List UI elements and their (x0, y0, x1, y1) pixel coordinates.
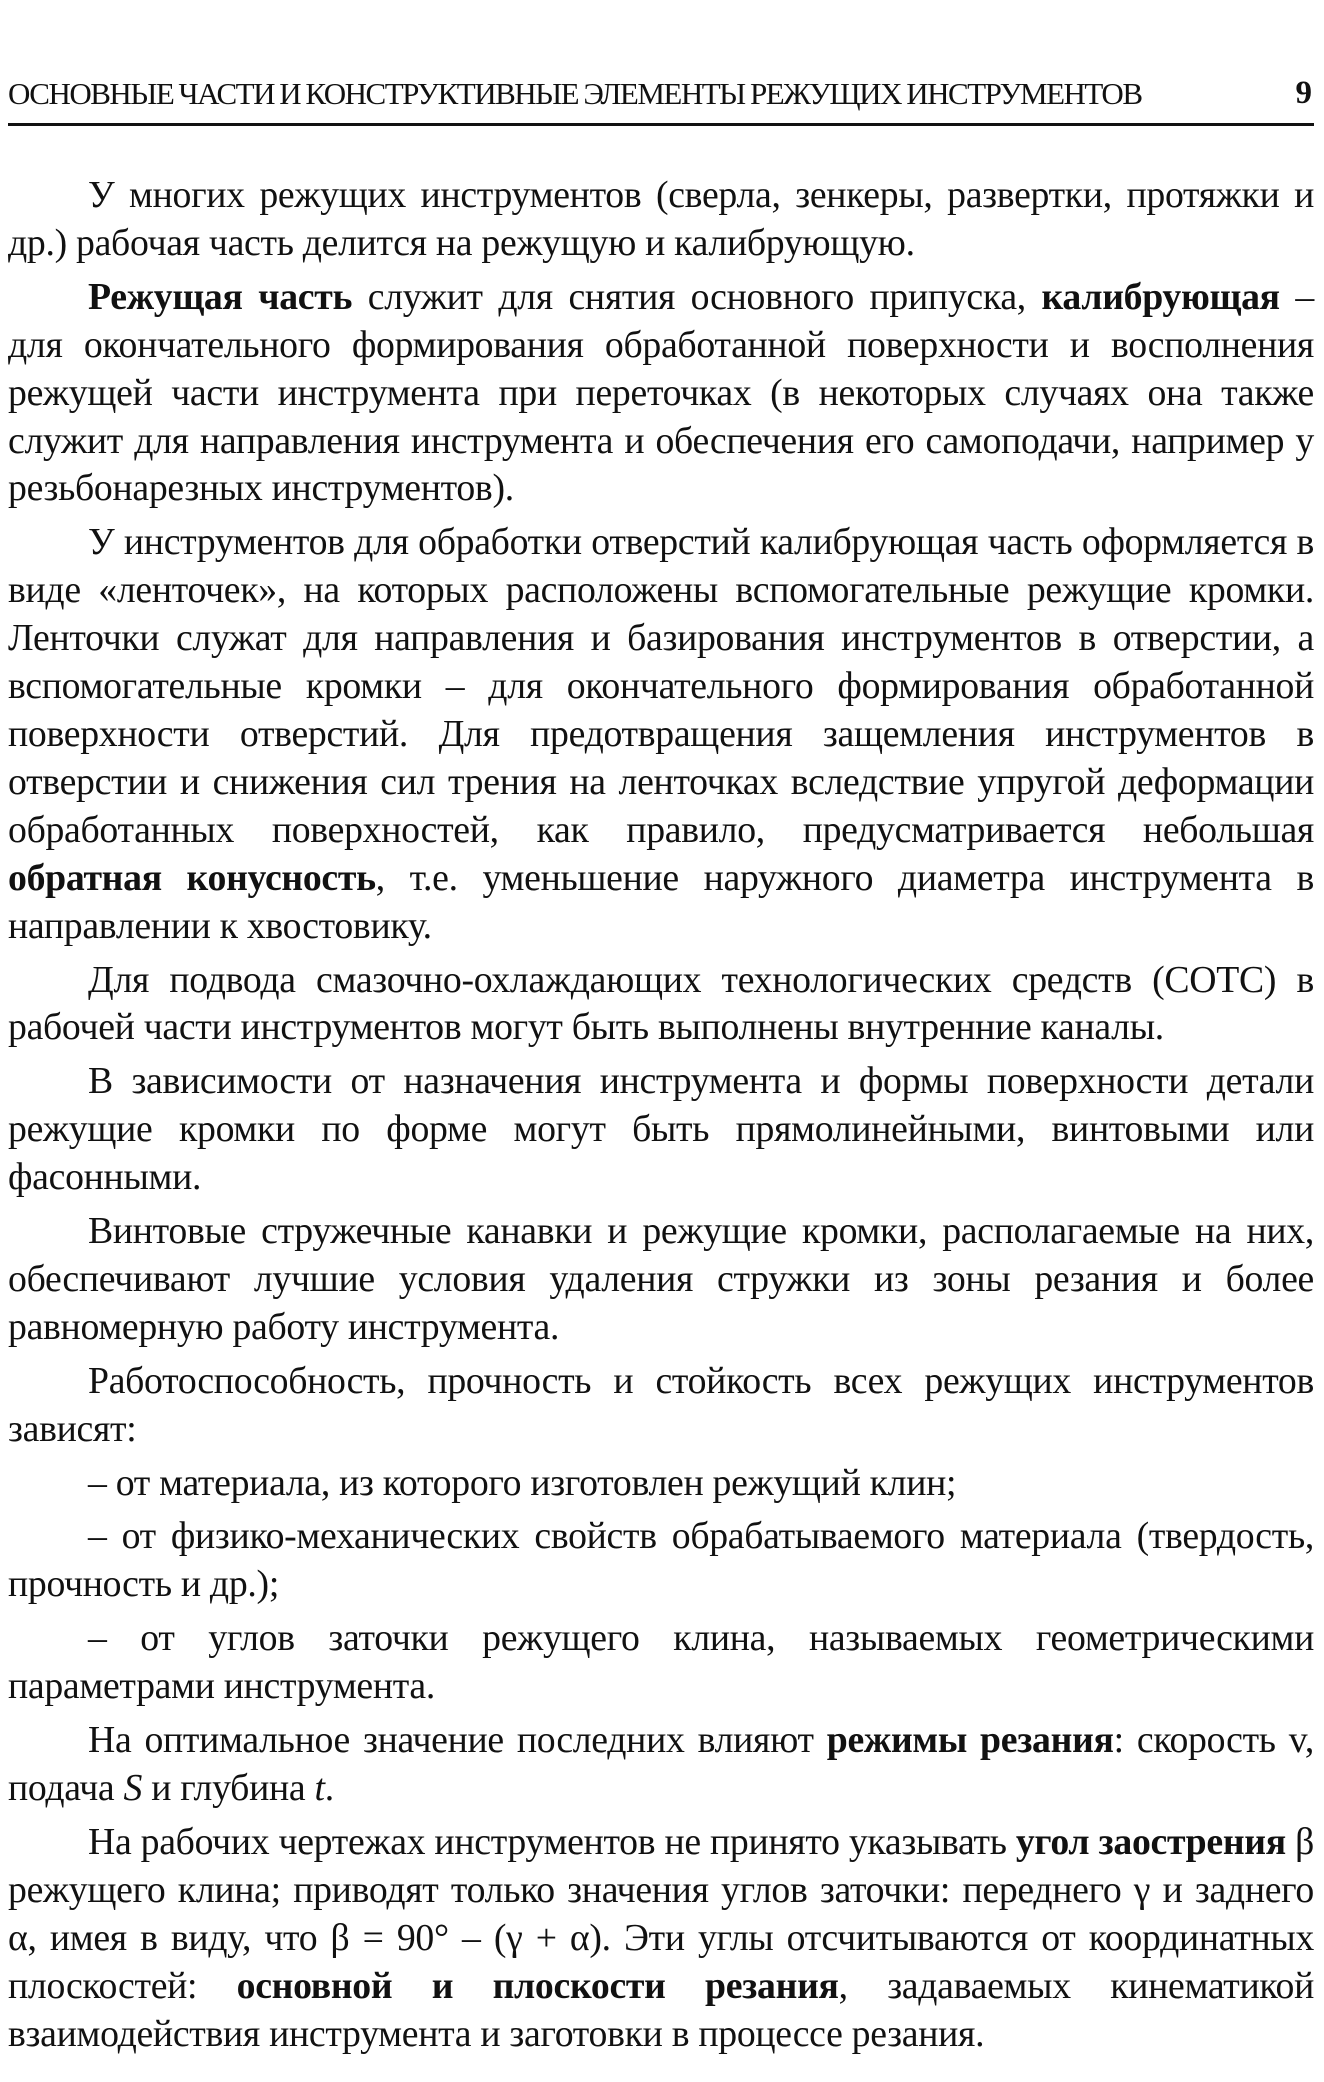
term-bold: угол заострения (1015, 1820, 1286, 1863)
term-bold: основной и плоскости резания (236, 1964, 839, 2007)
text-run: служит для снятия основного припуска, (352, 275, 1042, 318)
list-item: – от углов заточки режущего клина, называемых геометрическими параметрами инструмента. (8, 1617, 1314, 1708)
paragraph (8, 1717, 1314, 1813)
paragraph (8, 274, 1314, 514)
running-header (8, 62, 1314, 112)
list-item: – от материала, из которого изготовлен режущий клин; (88, 1461, 957, 1504)
symbol-italic: S (123, 1767, 143, 1809)
paragraph (8, 519, 1314, 950)
term-bold: Режущая часть (88, 275, 353, 318)
list-item: – от физико-механических свойств обрабатываемого материала (твердость, прочность и др.); (8, 1515, 1314, 1606)
text-run: β режущего клина; приводят только значения углов заточки: переднего γ и заднего α, имея в виду, что β = 90° – (γ + α). Эти углы отсчитываются от координатных плоскостей: (8, 1820, 1314, 2007)
term-bold: обратная конусность (8, 856, 376, 899)
text-run: . (324, 1767, 334, 1809)
book-page (8, 0, 1314, 2082)
text-run: – для окончательного формирования обработанной поверхности и восполнения режущей части инструмента при переточках (в некоторых случаях она также служит для направления инструмента и обеспечения его самоподачи, например у резьбонарезных инструментов). (8, 275, 1314, 510)
text-run: : скорость v, подача (8, 1719, 1314, 1809)
paragraph: У многих режущих инструментов (сверла, зенкеры, развертки, протяжки и др.) рабочая часть делится на режущую и калибрующую. (8, 174, 1314, 264)
text-run: У инструментов для обработки отверстий калибрующая часть оформляется в виде «ленточек», на которых расположены вспомогательные режущие кромки. Ленточки служат для направления и базирования инструментов в отверстии, а вспомогательные кромки – для окончательного формирования обработанной поверхности отверстий. Для предотвращения защемления инструментов в отверстии и снижения сил трения на ленточках вследствие упругой деформации обработанных поверхностей, как правило, предусматривается небольшая (8, 521, 1314, 851)
paragraph: Для подвода смазочно-охлаждающих технологических средств (СОТС) в рабочей части инструментов могут быть выполнены внутренние каналы. (8, 958, 1314, 1049)
text-run: , т.е. уменьшение наружного диаметра инструмента в направлении к хвостовику. (8, 856, 1314, 947)
term-bold: калибрующая (1041, 275, 1280, 318)
paragraph: Винтовые стружечные канавки и режущие кромки, располагаемые на них, обеспечивают лучшие условия удаления стружки из зоны резания и более равномерную работу инструмента. (8, 1210, 1314, 1348)
paragraph: Работоспособность, прочность и стойкость всех режущих инструментов зависят: (8, 1359, 1314, 1450)
text-run: и глубина (142, 1767, 315, 1809)
running-title: ОСНОВНЫЕ ЧАСТИ И КОНСТРУКТИВНЫЕ ЭЛЕМЕНТЫ РЕЖУЩИХ ИНСТРУМЕНТОВ (8, 76, 1142, 111)
paragraph (8, 1819, 1314, 2059)
text-run: На оптимальное значение последних влияют (88, 1719, 827, 1762)
symbol-italic: t (314, 1767, 325, 1809)
header-rule (8, 123, 1314, 126)
term-bold: режимы резания (826, 1719, 1114, 1762)
paragraph: В зависимости от назначения инструмента и формы поверхности детали режущие кромки по форме могут быть прямолинейными, винтовыми или фасонными. (8, 1060, 1314, 1199)
page-number: 9 (1295, 75, 1312, 111)
body-text (8, 172, 1314, 2064)
text-run: , задаваемых кинематикой взаимодействия инструмента и заготовки в процессе резания. (8, 1964, 1314, 2055)
text-run: На рабочих чертежах инструментов не принято указывать (88, 1820, 1016, 1863)
